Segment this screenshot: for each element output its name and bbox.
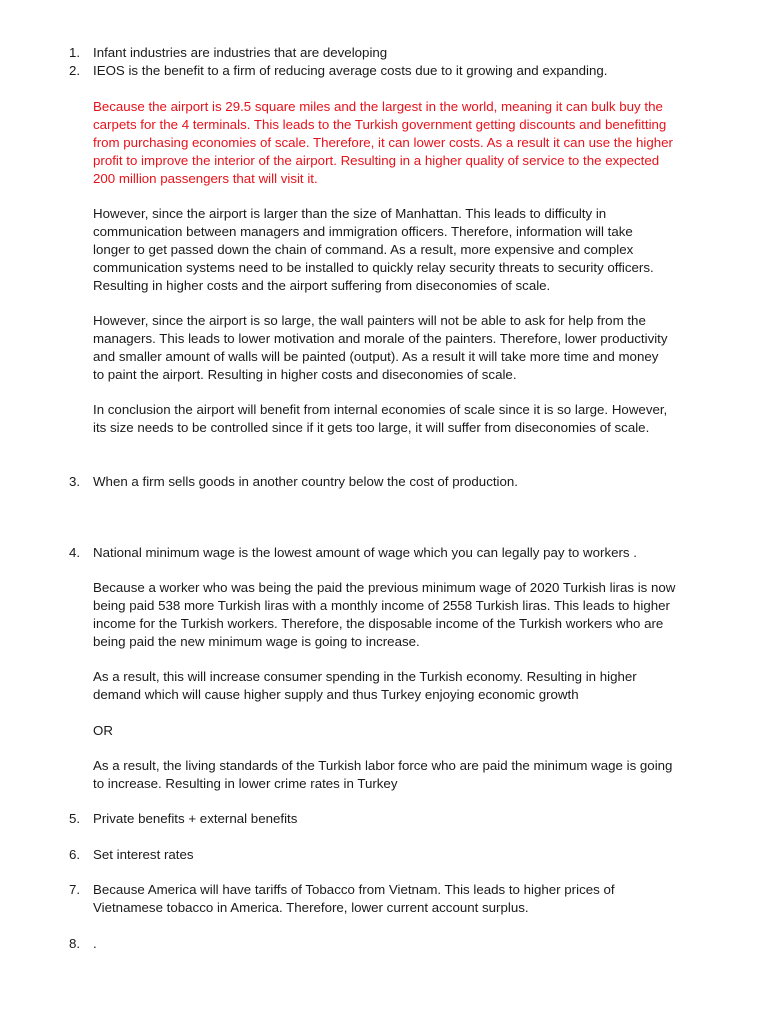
list-number: 1.	[69, 45, 81, 60]
list-number: 7.	[69, 882, 81, 897]
paragraph-line: As a result, the living standards of the Turkish labor force who are paid the minimum wage is going	[93, 758, 673, 773]
or-text: OR	[93, 723, 113, 738]
paragraph-line: its size needs to be controlled since if it gets too large, it will suffer from diseconomies of scale.	[93, 419, 650, 435]
list-number: 5.	[69, 811, 81, 826]
paragraph-communication	[93, 205, 718, 294]
list-number: 2.	[69, 63, 81, 78]
answer-text: Set interest rates	[93, 847, 194, 862]
answer-text: .	[93, 936, 97, 951]
paragraph-line: communication systems need to be installed to quickly relay security threats to security officers.	[93, 259, 654, 275]
paragraph-painters	[93, 312, 718, 384]
list-number: 4.	[69, 545, 81, 560]
paragraph-line: However, since the airport is so large, the wall painters will not be able to ask for help from the	[93, 313, 646, 328]
paragraph-line: to increase. Resulting in lower crime rates in Turkey	[93, 775, 398, 791]
paragraph-line: being paid 538 more Turkish liras with a monthly income of 2558 Turkish liras. This leads to higher	[93, 597, 670, 613]
paragraph-line: demand which will cause higher supply and thus Turkey enjoying economic growth	[93, 686, 579, 702]
list-number: 3.	[69, 474, 81, 489]
paragraph-living-standards	[93, 757, 718, 793]
answer-text: IEOS is the benefit to a firm of reducing average costs due to it growing and expanding.	[93, 63, 608, 78]
paragraph-line: Because America will have tariffs of Tobacco from Vietnam. This leads to higher prices of	[93, 882, 615, 897]
paragraph-line: longer to get passed down the chain of command. As a result, more expensive and complex	[93, 241, 634, 257]
paragraph-line: profit to improve the interior of the airport. Resulting in a higher quality of service to the expected	[93, 152, 660, 168]
paragraph-line: to paint the airport. Resulting in higher costs and diseconomies of scale.	[93, 366, 517, 382]
paragraph-line: from purchasing economies of scale. Therefore, it can lower costs. As a result it can use the higher	[93, 134, 673, 150]
paragraph-line: Resulting in higher costs and the airport suffering from diseconomies of scale.	[93, 277, 551, 293]
paragraph-line: Vietnamese tobacco in America. Therefore, lower current account surplus.	[93, 899, 529, 915]
paragraph-line: carpets for the 4 terminals. This leads to the Turkish government getting discounts and benefitting	[93, 116, 667, 132]
paragraph-consumer-spending	[93, 668, 718, 704]
paragraph-conclusion	[93, 401, 718, 437]
list-number: 8.	[69, 936, 81, 951]
paragraph-minimum-wage	[93, 579, 718, 651]
paragraph-line: being paid the new minimum wage is going to increase.	[93, 633, 420, 649]
answer-text: National minimum wage is the lowest amount of wage which you can legally pay to workers .	[93, 545, 637, 560]
answer-text: Private benefits + external benefits	[93, 811, 298, 826]
paragraph-line: Because a worker who was being the paid the previous minimum wage of 2020 Turkish liras is now	[93, 580, 676, 595]
highlighted-paragraph	[93, 98, 718, 187]
paragraph-line: communication between managers and immigration officers. Therefore, information will take	[93, 223, 633, 239]
paragraph-line: income for the Turkish workers. Therefore, the disposable income of the Turkish workers who are	[93, 615, 664, 631]
or-separator	[93, 722, 718, 740]
answer-text	[93, 881, 718, 917]
paragraph-line: managers. This leads to lower motivation and morale of the painters. Therefore, lower productivity	[93, 330, 668, 346]
answer-text: When a firm sells goods in another country below the cost of production.	[93, 474, 518, 489]
paragraph-line: As a result, this will increase consumer spending in the Turkish economy. Resulting in higher	[93, 669, 637, 684]
paragraph-line: In conclusion the airport will benefit from internal economies of scale since it is so large. However,	[93, 402, 668, 417]
paragraph-line: 200 million passengers that will visit it.	[93, 170, 318, 186]
paragraph-line: Because the airport is 29.5 square miles and the largest in the world, meaning it can bulk buy the	[93, 99, 663, 114]
list-number: 6.	[69, 847, 81, 862]
answer-text: Infant industries are industries that are developing	[93, 45, 388, 60]
paragraph-line: and smaller amount of walls will be painted (output). As a result it will take more time and money	[93, 348, 659, 364]
paragraph-line: However, since the airport is larger than the size of Manhattan. This leads to difficulty in	[93, 206, 607, 221]
